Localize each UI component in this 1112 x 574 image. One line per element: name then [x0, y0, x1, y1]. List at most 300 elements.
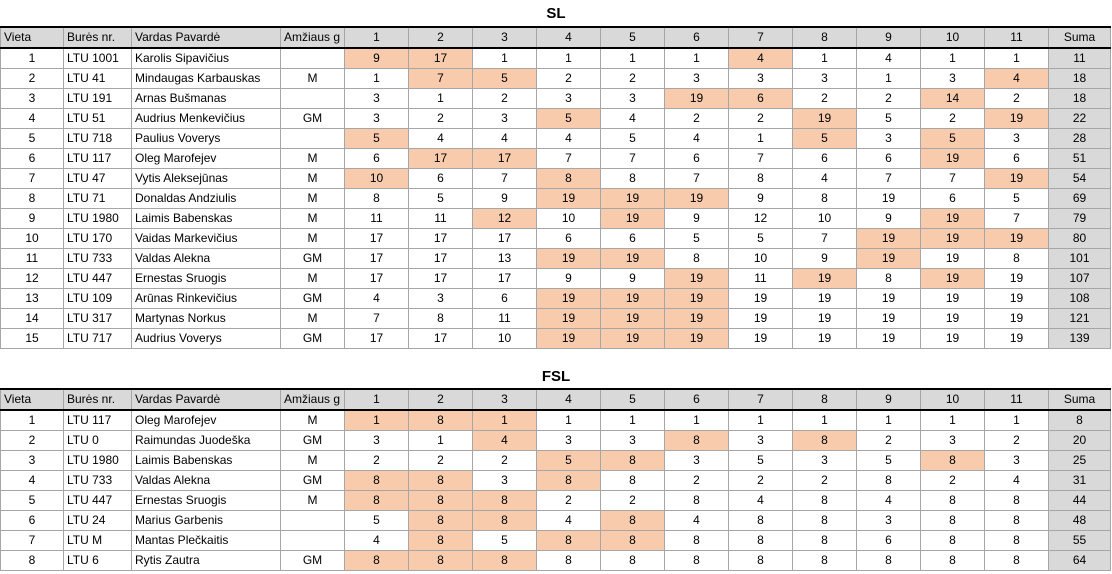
race-result-cell: 8	[921, 511, 985, 531]
race-result-cell: 8	[537, 169, 601, 189]
race-result-cell: 11	[473, 309, 537, 329]
race-result-cell: 4	[857, 491, 921, 511]
race-result-cell: 19	[665, 269, 729, 289]
race-result-cell: 2	[729, 109, 793, 129]
race-result-cell: 5	[921, 129, 985, 149]
race-result-cell: 19	[537, 289, 601, 309]
race-result-cell: 7	[793, 229, 857, 249]
place-cell: 6	[1, 511, 64, 531]
place-cell: 4	[1, 109, 64, 129]
race-result-cell: 4	[473, 431, 537, 451]
race-result-cell: 9	[345, 48, 409, 69]
race-result-cell: 4	[665, 129, 729, 149]
race-result-cell: 8	[793, 189, 857, 209]
sail-number-cell: LTU 1980	[64, 209, 132, 229]
total-cell: 55	[1049, 531, 1111, 551]
sailor-name-cell: Vytis Aleksejūnas	[132, 169, 281, 189]
age-group-cell	[281, 48, 345, 69]
table-row	[1, 451, 1111, 471]
race-result-cell: 6	[409, 169, 473, 189]
race-result-cell: 3	[921, 69, 985, 89]
race-result-cell: 9	[601, 269, 665, 289]
race-result-cell: 1	[537, 48, 601, 69]
sail-number-cell: LTU 1980	[64, 451, 132, 471]
sail-number-cell: LTU 51	[64, 109, 132, 129]
race-result-cell: 1	[409, 431, 473, 451]
table-row	[1, 269, 1111, 289]
race-result-cell: 2	[409, 451, 473, 471]
age-group-cell: GM	[281, 329, 345, 349]
table-row	[1, 169, 1111, 189]
race-result-cell: 9	[665, 209, 729, 229]
race-result-cell: 3	[985, 129, 1049, 149]
column-header: Vardas Pavardė	[132, 27, 281, 48]
table-row	[1, 129, 1111, 149]
place-cell: 6	[1, 149, 64, 169]
race-result-cell: 19	[921, 209, 985, 229]
race-result-cell: 11	[409, 209, 473, 229]
sail-number-cell: LTU 447	[64, 491, 132, 511]
race-result-cell: 17	[345, 229, 409, 249]
column-header: Vieta	[1, 389, 64, 410]
race-result-cell: 3	[473, 471, 537, 491]
race-result-cell: 8	[729, 531, 793, 551]
race-result-cell: 19	[665, 329, 729, 349]
race-result-cell: 6	[857, 531, 921, 551]
race-result-cell: 19	[793, 109, 857, 129]
race-result-cell: 19	[601, 309, 665, 329]
race-result-cell: 19	[857, 309, 921, 329]
race-result-cell: 8	[857, 551, 921, 571]
sailor-name-cell: Laimis Babenskas	[132, 209, 281, 229]
sailor-name-cell: Marius Garbenis	[132, 511, 281, 531]
sailor-name-cell: Ernestas Sruogis	[132, 491, 281, 511]
race-result-cell: 1	[921, 410, 985, 431]
race-result-cell: 17	[409, 329, 473, 349]
race-result-cell: 7	[409, 69, 473, 89]
sailor-name-cell: Oleg Marofejev	[132, 149, 281, 169]
sailor-name-cell: Valdas Alekna	[132, 471, 281, 491]
sail-number-cell: LTU 733	[64, 249, 132, 269]
sail-number-cell: LTU 733	[64, 471, 132, 491]
sailor-name-cell: Donaldas Andziulis	[132, 189, 281, 209]
sail-number-cell: LTU 170	[64, 229, 132, 249]
race-result-cell: 19	[537, 189, 601, 209]
race-result-cell: 8	[921, 531, 985, 551]
race-result-cell: 3	[729, 69, 793, 89]
race-result-cell: 1	[857, 69, 921, 89]
race-result-cell: 5	[665, 229, 729, 249]
race-result-cell: 3	[345, 89, 409, 109]
age-group-cell	[281, 531, 345, 551]
age-group-cell	[281, 129, 345, 149]
race-result-cell: 5	[537, 451, 601, 471]
race-result-cell: 8	[601, 511, 665, 531]
race-result-cell: 1	[345, 410, 409, 431]
race-result-cell: 19	[921, 309, 985, 329]
sail-number-cell: LTU 6	[64, 551, 132, 571]
race-result-cell: 19	[985, 289, 1049, 309]
column-header: Vieta	[1, 27, 64, 48]
race-result-cell: 19	[857, 289, 921, 309]
race-result-cell: 19	[921, 229, 985, 249]
sailor-name-cell: Raimundas Juodeška	[132, 431, 281, 451]
column-header: Suma	[1049, 389, 1111, 410]
race-result-cell: 8	[601, 169, 665, 189]
race-result-cell: 6	[857, 149, 921, 169]
sailor-name-cell: Audrius Voverys	[132, 329, 281, 349]
total-cell: 31	[1049, 471, 1111, 491]
race-result-cell: 3	[537, 89, 601, 109]
age-group-cell: M	[281, 491, 345, 511]
race-result-cell: 2	[601, 491, 665, 511]
table-row	[1, 289, 1111, 309]
race-result-cell: 7	[345, 309, 409, 329]
race-result-cell: 8	[601, 551, 665, 571]
column-header: Burės nr.	[64, 389, 132, 410]
sail-number-cell: LTU M	[64, 531, 132, 551]
race-result-cell: 8	[537, 471, 601, 491]
race-result-cell: 8	[601, 471, 665, 491]
sail-number-cell: LTU 317	[64, 309, 132, 329]
race-result-cell: 17	[409, 48, 473, 69]
race-result-cell: 4	[601, 109, 665, 129]
race-result-cell: 2	[857, 89, 921, 109]
race-result-cell: 9	[729, 189, 793, 209]
race-result-cell: 8	[729, 551, 793, 571]
column-header: 4	[537, 389, 601, 410]
column-header: 5	[601, 27, 665, 48]
race-result-cell: 8	[921, 551, 985, 571]
race-result-cell: 1	[857, 410, 921, 431]
race-result-cell: 1	[473, 48, 537, 69]
table-row	[1, 149, 1111, 169]
race-result-cell: 19	[985, 109, 1049, 129]
race-result-cell: 8	[793, 511, 857, 531]
table-row	[1, 511, 1111, 531]
race-result-cell: 4	[665, 511, 729, 531]
race-result-cell: 2	[345, 451, 409, 471]
race-result-cell: 9	[857, 209, 921, 229]
race-result-cell: 8	[921, 491, 985, 511]
race-result-cell: 11	[729, 269, 793, 289]
place-cell: 1	[1, 410, 64, 431]
race-result-cell: 4	[857, 48, 921, 69]
race-result-cell: 7	[473, 169, 537, 189]
race-result-cell: 19	[921, 269, 985, 289]
column-header: 9	[857, 389, 921, 410]
race-result-cell: 1	[793, 410, 857, 431]
column-header: 6	[665, 389, 729, 410]
total-cell: 28	[1049, 129, 1111, 149]
total-cell: 11	[1049, 48, 1111, 69]
race-result-cell: 8	[985, 491, 1049, 511]
race-result-cell: 6	[921, 189, 985, 209]
race-result-cell: 1	[409, 89, 473, 109]
age-group-cell: GM	[281, 249, 345, 269]
race-result-cell: 9	[537, 269, 601, 289]
age-group-cell: GM	[281, 289, 345, 309]
race-result-cell: 10	[473, 329, 537, 349]
place-cell: 13	[1, 289, 64, 309]
race-result-cell: 17	[409, 229, 473, 249]
age-group-cell: M	[281, 451, 345, 471]
race-result-cell: 8	[409, 471, 473, 491]
race-result-cell: 8	[857, 471, 921, 491]
race-result-cell: 1	[921, 48, 985, 69]
race-result-cell: 19	[985, 169, 1049, 189]
age-group-cell: GM	[281, 109, 345, 129]
fsl-title: FSL	[541, 368, 571, 385]
race-result-cell: 6	[665, 149, 729, 169]
table-row	[1, 431, 1111, 451]
race-result-cell: 4	[537, 511, 601, 531]
sailor-name-cell: Rytis Zautra	[132, 551, 281, 571]
place-cell: 8	[1, 551, 64, 571]
race-result-cell: 8	[665, 531, 729, 551]
column-header: 5	[601, 389, 665, 410]
race-result-cell: 10	[729, 249, 793, 269]
total-cell: 107	[1049, 269, 1111, 289]
race-result-cell: 3	[345, 431, 409, 451]
column-header: 6	[665, 27, 729, 48]
age-group-cell: GM	[281, 471, 345, 491]
column-header: Suma	[1049, 27, 1111, 48]
race-result-cell: 10	[793, 209, 857, 229]
race-result-cell: 1	[985, 410, 1049, 431]
race-result-cell: 8	[409, 410, 473, 431]
race-result-cell: 19	[665, 289, 729, 309]
race-result-cell: 1	[345, 69, 409, 89]
race-result-cell: 19	[985, 269, 1049, 289]
place-cell: 15	[1, 329, 64, 349]
race-result-cell: 12	[473, 209, 537, 229]
race-result-cell: 8	[409, 511, 473, 531]
place-cell: 10	[1, 229, 64, 249]
race-result-cell: 2	[921, 471, 985, 491]
race-result-cell: 3	[921, 431, 985, 451]
race-result-cell: 8	[729, 169, 793, 189]
race-result-cell: 19	[665, 309, 729, 329]
sail-number-cell: LTU 41	[64, 69, 132, 89]
race-result-cell: 4	[409, 129, 473, 149]
race-result-cell: 8	[921, 451, 985, 471]
header-row	[1, 389, 1111, 410]
place-cell: 9	[1, 209, 64, 229]
race-result-cell: 19	[537, 329, 601, 349]
race-result-cell: 19	[857, 249, 921, 269]
race-result-cell: 6	[729, 89, 793, 109]
race-result-cell: 8	[345, 189, 409, 209]
table-row	[1, 109, 1111, 129]
header-row	[1, 27, 1111, 48]
race-result-cell: 3	[793, 451, 857, 471]
table-row	[1, 48, 1111, 69]
race-result-cell: 1	[665, 410, 729, 431]
race-result-cell: 5	[985, 189, 1049, 209]
race-result-cell: 8	[793, 551, 857, 571]
race-result-cell: 8	[601, 451, 665, 471]
total-cell: 18	[1049, 89, 1111, 109]
race-result-cell: 3	[409, 289, 473, 309]
race-result-cell: 2	[729, 471, 793, 491]
table-row	[1, 69, 1111, 89]
race-result-cell: 17	[473, 149, 537, 169]
race-result-cell: 5	[473, 69, 537, 89]
column-header: Vardas Pavardė	[132, 389, 281, 410]
race-result-cell: 4	[729, 48, 793, 69]
race-result-cell: 5	[409, 189, 473, 209]
table-row	[1, 189, 1111, 209]
race-result-cell: 19	[985, 229, 1049, 249]
place-cell: 7	[1, 169, 64, 189]
total-cell: 48	[1049, 511, 1111, 531]
total-cell: 51	[1049, 149, 1111, 169]
race-result-cell: 1	[729, 129, 793, 149]
race-result-cell: 8	[537, 531, 601, 551]
race-result-cell: 19	[921, 289, 985, 309]
column-header: 11	[985, 27, 1049, 48]
table-row	[1, 551, 1111, 571]
race-result-cell: 8	[665, 431, 729, 451]
race-result-cell: 5	[729, 229, 793, 249]
age-group-cell: GM	[281, 431, 345, 451]
table-row	[1, 410, 1111, 431]
race-result-cell: 19	[921, 249, 985, 269]
race-result-cell: 11	[345, 209, 409, 229]
race-result-cell: 7	[601, 149, 665, 169]
column-header: 2	[409, 27, 473, 48]
race-result-cell: 19	[793, 289, 857, 309]
race-result-cell: 6	[601, 229, 665, 249]
race-result-cell: 8	[345, 551, 409, 571]
race-result-cell: 19	[921, 149, 985, 169]
sail-number-cell: LTU 0	[64, 431, 132, 451]
race-result-cell: 19	[729, 309, 793, 329]
place-cell: 14	[1, 309, 64, 329]
race-result-cell: 19	[793, 269, 857, 289]
column-header: Amžiaus g	[281, 27, 345, 48]
table-row	[1, 229, 1111, 249]
column-header: 7	[729, 27, 793, 48]
race-result-cell: 8	[985, 249, 1049, 269]
race-result-cell: 19	[601, 329, 665, 349]
race-result-cell: 8	[409, 309, 473, 329]
race-result-cell: 5	[537, 109, 601, 129]
sailor-name-cell: Martynas Norkus	[132, 309, 281, 329]
column-header: 9	[857, 27, 921, 48]
place-cell: 12	[1, 269, 64, 289]
race-result-cell: 2	[665, 109, 729, 129]
sail-number-cell: LTU 109	[64, 289, 132, 309]
race-result-cell: 17	[345, 329, 409, 349]
race-result-cell: 1	[537, 410, 601, 431]
table-row	[1, 531, 1111, 551]
race-result-cell: 1	[793, 48, 857, 69]
race-result-cell: 4	[793, 169, 857, 189]
table-row	[1, 309, 1111, 329]
sailor-name-cell: Arūnas Rinkevičius	[132, 289, 281, 309]
sailor-name-cell: Ernestas Sruogis	[132, 269, 281, 289]
sl-title: SL	[546, 5, 566, 22]
race-result-cell: 8	[473, 551, 537, 571]
race-result-cell: 3	[345, 109, 409, 129]
total-cell: 18	[1049, 69, 1111, 89]
race-result-cell: 19	[729, 289, 793, 309]
race-result-cell: 4	[473, 129, 537, 149]
race-result-cell: 10	[345, 169, 409, 189]
place-cell: 7	[1, 531, 64, 551]
sail-number-cell: LTU 117	[64, 149, 132, 169]
table-row	[1, 471, 1111, 491]
race-result-cell: 12	[729, 209, 793, 229]
age-group-cell: M	[281, 269, 345, 289]
age-group-cell: M	[281, 169, 345, 189]
total-cell: 80	[1049, 229, 1111, 249]
race-result-cell: 8	[665, 249, 729, 269]
column-header: 7	[729, 389, 793, 410]
fsl-results-table	[0, 388, 1111, 571]
race-result-cell: 4	[345, 531, 409, 551]
race-result-cell: 17	[473, 269, 537, 289]
race-result-cell: 3	[473, 109, 537, 129]
column-header: 2	[409, 389, 473, 410]
age-group-cell: M	[281, 410, 345, 431]
race-result-cell: 2	[793, 89, 857, 109]
race-result-cell: 3	[601, 431, 665, 451]
race-result-cell: 8	[665, 491, 729, 511]
race-result-cell: 5	[857, 451, 921, 471]
place-cell: 4	[1, 471, 64, 491]
race-result-cell: 19	[793, 329, 857, 349]
race-result-cell: 9	[793, 249, 857, 269]
race-result-cell: 8	[409, 551, 473, 571]
race-result-cell: 19	[921, 329, 985, 349]
race-result-cell: 14	[921, 89, 985, 109]
race-result-cell: 17	[409, 249, 473, 269]
race-result-cell: 5	[473, 531, 537, 551]
race-result-cell: 1	[601, 48, 665, 69]
race-result-cell: 3	[857, 129, 921, 149]
race-result-cell: 7	[985, 209, 1049, 229]
race-result-cell: 13	[473, 249, 537, 269]
place-cell: 5	[1, 129, 64, 149]
race-result-cell: 7	[729, 149, 793, 169]
race-result-cell: 8	[857, 269, 921, 289]
race-result-cell: 6	[345, 149, 409, 169]
age-group-cell	[281, 511, 345, 531]
sailor-name-cell: Mindaugas Karbauskas	[132, 69, 281, 89]
race-result-cell: 19	[729, 329, 793, 349]
sailor-name-cell: Arnas Bušmanas	[132, 89, 281, 109]
race-result-cell: 7	[665, 169, 729, 189]
race-result-cell: 19	[857, 329, 921, 349]
race-result-cell: 8	[985, 511, 1049, 531]
race-result-cell: 3	[857, 511, 921, 531]
race-result-cell: 6	[793, 149, 857, 169]
race-result-cell: 19	[665, 89, 729, 109]
race-result-cell: 3	[793, 69, 857, 89]
race-result-cell: 7	[857, 169, 921, 189]
race-result-cell: 19	[601, 249, 665, 269]
age-group-cell: GM	[281, 551, 345, 571]
race-result-cell: 19	[857, 229, 921, 249]
race-result-cell: 8	[601, 531, 665, 551]
column-header: 3	[473, 389, 537, 410]
age-group-cell: M	[281, 189, 345, 209]
race-result-cell: 19	[857, 189, 921, 209]
race-result-cell: 8	[409, 491, 473, 511]
